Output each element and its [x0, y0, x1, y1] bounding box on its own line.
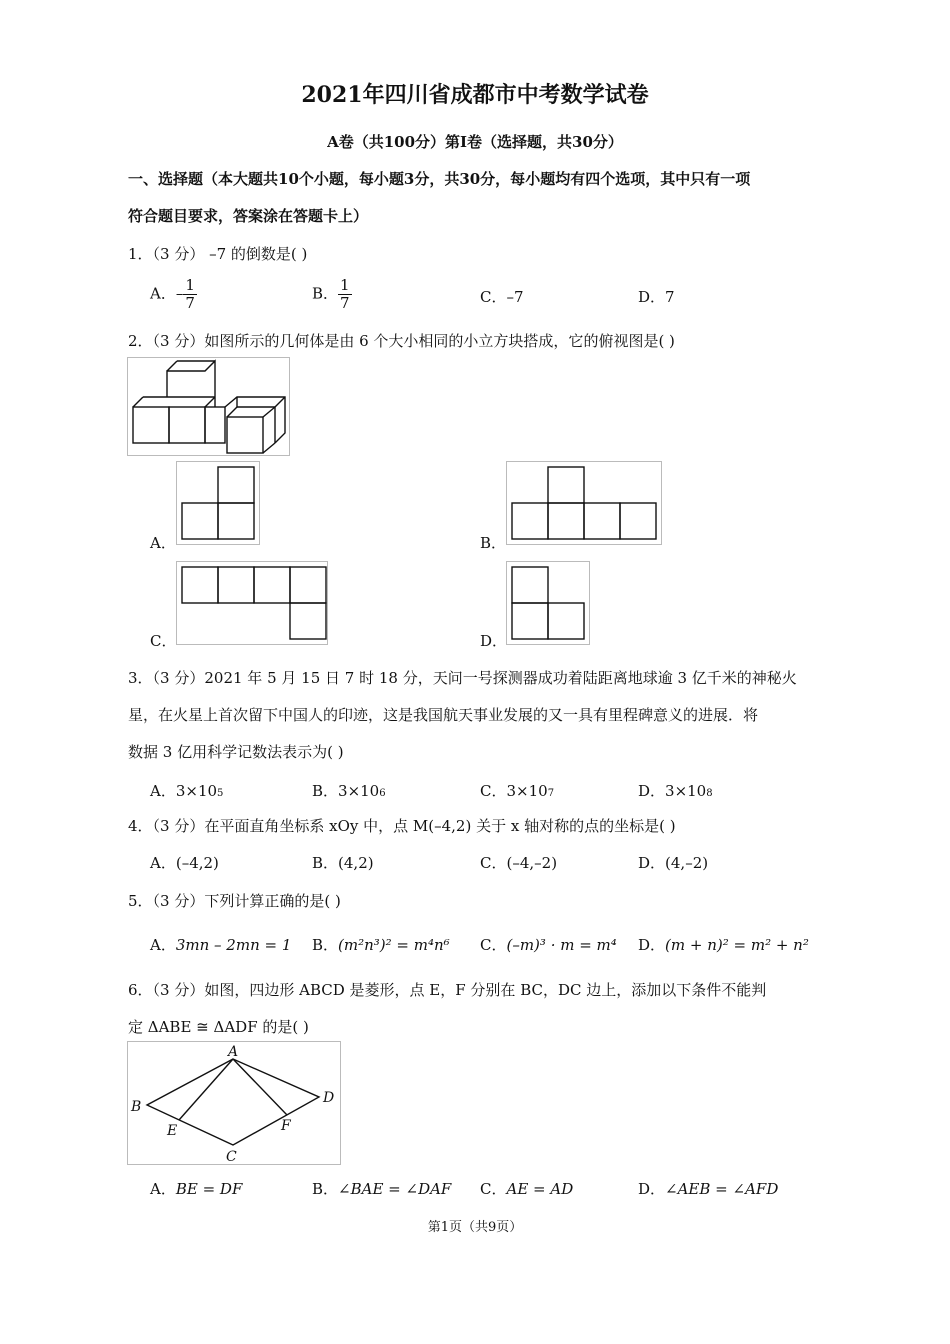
question-3-option-c[interactable]: C．3×107: [480, 782, 555, 800]
question-2-option-a-figure[interactable]: [176, 461, 260, 545]
question-5-option-b[interactable]: B．(m²n³)² = m⁴n⁶: [312, 936, 450, 954]
question-5-option-a[interactable]: A．3mn – 2mn = 1: [150, 936, 292, 954]
question-5-stem: 5．（3 分）下列计算正确的是( ): [128, 892, 341, 910]
point-label-f: F: [281, 1118, 291, 1134]
question-6-rhombus-figure: [127, 1041, 341, 1165]
question-2-option-c-figure[interactable]: [176, 561, 328, 645]
question-4-option-a[interactable]: A．(–4,2): [150, 854, 219, 872]
question-1-stem: 1．（3 分） –7 的倒数是( ): [128, 245, 308, 263]
question-2-option-d-figure[interactable]: [506, 561, 590, 645]
question-4-option-d[interactable]: D．(4,–2): [638, 854, 709, 872]
page-footer: 第1页（共9页）: [427, 1220, 523, 1235]
question-3-option-d[interactable]: D．3×108: [638, 782, 713, 800]
question-6-option-d[interactable]: D．∠AEB = ∠AFD: [638, 1180, 779, 1198]
question-2-option-d[interactable]: D．: [480, 632, 508, 650]
question-2-option-c[interactable]: C．: [150, 632, 177, 650]
vertex-label-d: D: [323, 1090, 335, 1106]
question-4-stem: 4．（3 分）在平面直角坐标系 xOy 中，点 M(–4,2) 关于 x 轴对称的点的坐标是( ): [128, 817, 676, 835]
section-heading-line1: 一、选择题（本大题共10个小题，每小题3分，共30分，每小题均有四个选项，其中只有一项: [128, 170, 751, 188]
question-5-option-d[interactable]: D．(m + n)² = m² + n²: [638, 936, 809, 954]
question-6-option-a[interactable]: A．BE = DF: [150, 1180, 243, 1198]
question-4-option-b[interactable]: B．(4,2): [312, 854, 374, 872]
question-3-option-b[interactable]: B．3×106: [312, 782, 386, 800]
question-5-option-c[interactable]: C．(–m)³ · m = m⁴: [480, 936, 617, 954]
question-3-line2: 星，在火星上首次留下中国人的印迹，这是我国航天事业发展的又一具有里程碑意义的进展．将: [128, 706, 759, 724]
vertex-label-b: B: [131, 1099, 142, 1115]
question-1-option-b[interactable]: B． $\frac{1}{7}$: [312, 276, 350, 312]
point-label-e: E: [167, 1123, 178, 1139]
question-2-option-b[interactable]: B．: [480, 534, 507, 552]
vertex-label-a: A: [228, 1044, 239, 1060]
vertex-label-c: C: [226, 1149, 237, 1165]
section-heading-line2: 符合题目要求，答案涂在答题卡上）: [128, 207, 369, 225]
question-2-stem: 2．（3 分）如图所示的几何体是由 6 个大小相同的小立方块搭成，它的俯视图是( ): [128, 332, 675, 350]
question-1-option-d[interactable]: D．7: [638, 288, 675, 306]
question-2-option-a[interactable]: A．: [150, 534, 176, 552]
question-6-option-b[interactable]: B．∠BAE = ∠DAF: [312, 1180, 452, 1198]
question-2-solid-figure: [127, 357, 291, 457]
question-6-line2: 定 ΔABE ≅ ΔADF 的是( ): [128, 1018, 309, 1036]
question-3-option-a[interactable]: A．3×105: [150, 782, 224, 800]
page-title: 2021年四川省成都市中考数学试卷: [301, 82, 649, 108]
question-6-line1: 6．（3 分）如图，四边形 ABCD 是菱形，点 E，F 分别在 BC，DC 边上，添加以下条件不能判: [128, 981, 767, 999]
question-1-option-a[interactable]: A．– $\frac{1}{7}$: [150, 276, 195, 312]
question-2-option-b-figure[interactable]: [506, 461, 662, 545]
question-4-option-c[interactable]: C．(–4,–2): [480, 854, 558, 872]
question-1-option-c[interactable]: C．–7: [480, 288, 524, 306]
fraction: $\frac{1}{7}$: [185, 276, 195, 312]
question-3-line1: 3．（3 分）2021 年 5 月 15 日 7 时 18 分，天问一号探测器成功着陆距离地球逾 3 亿千米的神秘火: [128, 669, 797, 687]
question-3-line3: 数据 3 亿用科学记数法表示为( ): [128, 743, 344, 761]
question-6-option-c[interactable]: C．AE = AD: [480, 1180, 574, 1198]
fraction: $\frac{1}{7}$: [340, 276, 350, 312]
page-subtitle: A卷（共100分）第Ⅰ卷（选择题，共30分）: [327, 133, 623, 151]
